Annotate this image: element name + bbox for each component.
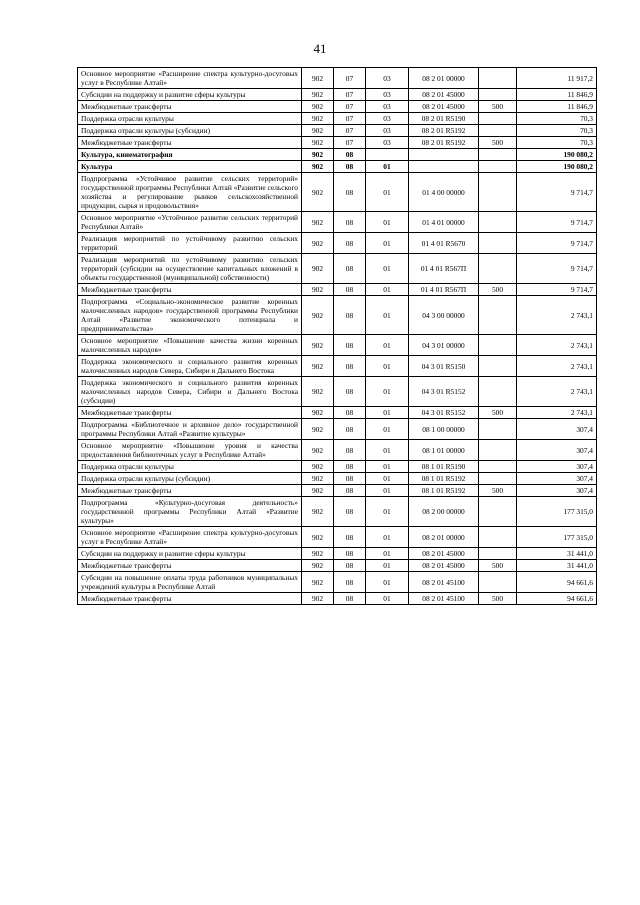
subsection-code-cell: 01 xyxy=(366,377,409,407)
subsection-code-cell: 03 xyxy=(366,89,409,101)
item-name-cell: Межбюджетные трансферты xyxy=(78,485,302,497)
subsection-code-cell: 01 xyxy=(366,527,409,548)
ministry-code-cell: 902 xyxy=(302,356,334,377)
amount-cell: 307,4 xyxy=(517,461,597,473)
target-article-cell: 08 2 01 45100 xyxy=(409,572,479,593)
table-row xyxy=(78,284,597,296)
target-article-cell: 04 3 01 R5152 xyxy=(409,377,479,407)
ministry-code-cell: 902 xyxy=(302,233,334,254)
amount-cell: 2 743,1 xyxy=(517,356,597,377)
ministry-code-cell: 902 xyxy=(302,461,334,473)
expense-type-cell: 500 xyxy=(479,485,517,497)
table-row xyxy=(78,572,597,593)
amount-cell: 9 714,7 xyxy=(517,173,597,212)
item-name-cell: Поддержка отрасли культуры xyxy=(78,461,302,473)
table-row xyxy=(78,212,597,233)
amount-cell: 31 441,0 xyxy=(517,548,597,560)
ministry-code-cell: 902 xyxy=(302,593,334,605)
target-article-cell: 08 2 01 45000 xyxy=(409,89,479,101)
ministry-code-cell: 902 xyxy=(302,212,334,233)
section-code-cell: 08 xyxy=(334,173,366,212)
table-row xyxy=(78,137,597,149)
ministry-code-cell: 902 xyxy=(302,296,334,335)
expense-type-cell xyxy=(479,572,517,593)
target-article-cell: 04 3 01 R5152 xyxy=(409,407,479,419)
item-name-cell: Реализация мероприятий по устойчивому развитию сельских территорий xyxy=(78,233,302,254)
section-code-cell: 07 xyxy=(334,125,366,137)
table-row xyxy=(78,161,597,173)
subsection-code-cell: 01 xyxy=(366,485,409,497)
item-name-cell: Основное мероприятие «Повышение уровня и качества предоставления библиотечных услуг в Республике Алтай» xyxy=(78,440,302,461)
subsection-code-cell: 01 xyxy=(366,233,409,254)
expense-type-cell: 500 xyxy=(479,407,517,419)
item-name-cell: Основное мероприятие «Расширение спектра культурно-досуговых услуг в Республике Алтай» xyxy=(78,68,302,89)
expense-type-cell: 500 xyxy=(479,284,517,296)
subsection-code-cell: 01 xyxy=(366,593,409,605)
page-number: 41 xyxy=(313,41,327,56)
table-body xyxy=(78,68,597,605)
item-name-cell: Реализация мероприятий по устойчивому развитию сельских территорий (субсидии на осуществление капитальных вложений в объекты государственной (муниципальной) собственности) xyxy=(78,254,302,284)
target-article-cell: 04 3 00 00000 xyxy=(409,296,479,335)
target-article-cell: 01 4 01 R5670 xyxy=(409,233,479,254)
item-name-cell: Межбюджетные трансферты xyxy=(78,560,302,572)
expense-type-cell xyxy=(479,173,517,212)
ministry-code-cell: 902 xyxy=(302,137,334,149)
ministry-code-cell: 902 xyxy=(302,101,334,113)
target-article-cell: 08 1 00 00000 xyxy=(409,419,479,440)
section-code-cell: 08 xyxy=(334,407,366,419)
table-row xyxy=(78,254,597,284)
amount-cell: 307,4 xyxy=(517,440,597,461)
expense-type-cell: 500 xyxy=(479,593,517,605)
ministry-code-cell: 902 xyxy=(302,548,334,560)
item-name-cell: Межбюджетные трансферты xyxy=(78,101,302,113)
section-code-cell: 07 xyxy=(334,68,366,89)
item-name-cell: Подпрограмма «Социально-экономическое развитие коренных малочисленных народов» государственной программы Республики Алтай «Развитие экономического потенциала и предпринимательства» xyxy=(78,296,302,335)
item-name-cell: Подпрограмма «Устойчивое развитие сельских территорий» государственной программы Республики Алтай «Развитие сельского хозяйства и регулирование рынков сельскохозяйственной продукции, сырья и продовольствия» xyxy=(78,173,302,212)
subsection-code-cell: 01 xyxy=(366,335,409,356)
item-name-cell: Культура xyxy=(78,161,302,173)
table-row xyxy=(78,473,597,485)
section-code-cell: 08 xyxy=(334,572,366,593)
section-code-cell: 08 xyxy=(334,161,366,173)
section-code-cell: 08 xyxy=(334,473,366,485)
subsection-code-cell: 01 xyxy=(366,461,409,473)
target-article-cell: 01 4 01 00000 xyxy=(409,212,479,233)
section-code-cell: 08 xyxy=(334,284,366,296)
section-code-cell: 08 xyxy=(334,212,366,233)
expense-type-cell xyxy=(479,296,517,335)
section-code-cell: 08 xyxy=(334,440,366,461)
amount-cell: 307,4 xyxy=(517,473,597,485)
table-row xyxy=(78,440,597,461)
item-name-cell: Межбюджетные трансферты xyxy=(78,137,302,149)
table-row xyxy=(78,560,597,572)
target-article-cell: 08 1 01 00000 xyxy=(409,440,479,461)
target-article-cell: 08 2 01 45000 xyxy=(409,548,479,560)
subsection-code-cell: 01 xyxy=(366,212,409,233)
section-code-cell: 08 xyxy=(334,560,366,572)
table-row xyxy=(78,173,597,212)
ministry-code-cell: 902 xyxy=(302,89,334,101)
target-article-cell: 08 2 01 R5192 xyxy=(409,137,479,149)
table-row xyxy=(78,497,597,527)
target-article-cell: 08 2 00 00000 xyxy=(409,497,479,527)
subsection-code-cell: 01 xyxy=(366,440,409,461)
item-name-cell: Межбюджетные трансферты xyxy=(78,284,302,296)
subsection-code-cell: 01 xyxy=(366,407,409,419)
item-name-cell: Субсидии на поддержку и развитие сферы культуры xyxy=(78,89,302,101)
ministry-code-cell: 902 xyxy=(302,173,334,212)
target-article-cell: 08 2 01 45100 xyxy=(409,593,479,605)
section-code-cell: 07 xyxy=(334,89,366,101)
item-name-cell: Межбюджетные трансферты xyxy=(78,407,302,419)
subsection-code-cell: 01 xyxy=(366,572,409,593)
table-row xyxy=(78,593,597,605)
amount-cell: 70,3 xyxy=(517,113,597,125)
item-name-cell: Субсидии на повышение оплаты труда работников муниципальных учреждений культуры в Республике Алтай xyxy=(78,572,302,593)
table-row xyxy=(78,149,597,161)
section-code-cell: 08 xyxy=(334,461,366,473)
subsection-code-cell: 01 xyxy=(366,497,409,527)
table-row xyxy=(78,485,597,497)
section-code-cell: 08 xyxy=(334,296,366,335)
table-row xyxy=(78,407,597,419)
ministry-code-cell: 902 xyxy=(302,125,334,137)
section-code-cell: 08 xyxy=(334,485,366,497)
amount-cell: 2 743,1 xyxy=(517,335,597,356)
expense-type-cell xyxy=(479,377,517,407)
ministry-code-cell: 902 xyxy=(302,560,334,572)
target-article-cell: 04 3 01 R5150 xyxy=(409,356,479,377)
expense-type-cell xyxy=(479,113,517,125)
expense-type-cell: 500 xyxy=(479,137,517,149)
table-row xyxy=(78,296,597,335)
item-name-cell: Подпрограмма «Библиотечное и архивное дело» государственной программы Республики Алтай «Развитие культуры» xyxy=(78,419,302,440)
item-name-cell: Поддержка экономического и социального развития коренных малочисленных народов Севера, Сибири и Дальнего Востока xyxy=(78,356,302,377)
subsection-code-cell: 03 xyxy=(366,125,409,137)
table-row xyxy=(78,356,597,377)
table-row xyxy=(78,527,597,548)
ministry-code-cell: 902 xyxy=(302,68,334,89)
section-code-cell: 08 xyxy=(334,149,366,161)
expense-type-cell xyxy=(479,473,517,485)
expense-type-cell xyxy=(479,548,517,560)
expense-type-cell xyxy=(479,356,517,377)
section-code-cell: 08 xyxy=(334,548,366,560)
expense-type-cell xyxy=(479,461,517,473)
expense-type-cell xyxy=(479,497,517,527)
subsection-code-cell: 01 xyxy=(366,296,409,335)
section-code-cell: 08 xyxy=(334,356,366,377)
target-article-cell: 01 4 01 R567П xyxy=(409,284,479,296)
subsection-code-cell: 01 xyxy=(366,173,409,212)
amount-cell: 9 714,7 xyxy=(517,233,597,254)
ministry-code-cell: 902 xyxy=(302,440,334,461)
ministry-code-cell: 902 xyxy=(302,161,334,173)
target-article-cell: 08 1 01 R5190 xyxy=(409,461,479,473)
amount-cell: 307,4 xyxy=(517,485,597,497)
table-row xyxy=(78,125,597,137)
ministry-code-cell: 902 xyxy=(302,527,334,548)
subsection-code-cell: 01 xyxy=(366,473,409,485)
expense-type-cell xyxy=(479,212,517,233)
amount-cell: 9 714,7 xyxy=(517,212,597,233)
table-row xyxy=(78,377,597,407)
ministry-code-cell: 902 xyxy=(302,572,334,593)
amount-cell: 2 743,1 xyxy=(517,407,597,419)
expense-type-cell xyxy=(479,419,517,440)
amount-cell: 11 846,9 xyxy=(517,101,597,113)
ministry-code-cell: 902 xyxy=(302,419,334,440)
expense-type-cell xyxy=(479,527,517,548)
amount-cell: 9 714,7 xyxy=(517,254,597,284)
subsection-code-cell: 01 xyxy=(366,356,409,377)
item-name-cell: Межбюджетные трансферты xyxy=(78,593,302,605)
ministry-code-cell: 902 xyxy=(302,377,334,407)
section-code-cell: 08 xyxy=(334,497,366,527)
ministry-code-cell: 902 xyxy=(302,149,334,161)
subsection-code-cell: 03 xyxy=(366,68,409,89)
subsection-code-cell: 01 xyxy=(366,560,409,572)
ministry-code-cell: 902 xyxy=(302,113,334,125)
subsection-code-cell: 03 xyxy=(366,101,409,113)
ministry-code-cell: 902 xyxy=(302,335,334,356)
subsection-code-cell: 01 xyxy=(366,548,409,560)
target-article-cell: 08 1 01 R5192 xyxy=(409,485,479,497)
amount-cell: 70,3 xyxy=(517,125,597,137)
expense-type-cell xyxy=(479,68,517,89)
ministry-code-cell: 902 xyxy=(302,407,334,419)
target-article-cell: 01 4 00 00000 xyxy=(409,173,479,212)
amount-cell: 94 661,6 xyxy=(517,572,597,593)
section-code-cell: 08 xyxy=(334,419,366,440)
target-article-cell: 08 1 01 R5192 xyxy=(409,473,479,485)
table-row xyxy=(78,419,597,440)
table-row xyxy=(78,233,597,254)
amount-cell: 11 917,2 xyxy=(517,68,597,89)
target-article-cell: 04 3 01 00000 xyxy=(409,335,479,356)
subsection-code-cell: 01 xyxy=(366,161,409,173)
item-name-cell: Основное мероприятие «Устойчивое развитие сельских территорий Республики Алтай» xyxy=(78,212,302,233)
ministry-code-cell: 902 xyxy=(302,497,334,527)
budget-table xyxy=(77,67,597,605)
expense-type-cell xyxy=(479,233,517,254)
table-row xyxy=(78,113,597,125)
section-code-cell: 08 xyxy=(334,254,366,284)
expense-type-cell xyxy=(479,440,517,461)
section-code-cell: 08 xyxy=(334,233,366,254)
subsection-code-cell: 01 xyxy=(366,284,409,296)
amount-cell: 307,4 xyxy=(517,419,597,440)
subsection-code-cell: 03 xyxy=(366,113,409,125)
expense-type-cell: 500 xyxy=(479,560,517,572)
section-code-cell: 08 xyxy=(334,335,366,356)
amount-cell: 177 315,0 xyxy=(517,527,597,548)
table-row xyxy=(78,101,597,113)
amount-cell: 9 714,7 xyxy=(517,284,597,296)
amount-cell: 2 743,1 xyxy=(517,377,597,407)
item-name-cell: Культура, кинематография xyxy=(78,149,302,161)
section-code-cell: 08 xyxy=(334,377,366,407)
ministry-code-cell: 902 xyxy=(302,254,334,284)
ministry-code-cell: 902 xyxy=(302,485,334,497)
target-article-cell xyxy=(409,149,479,161)
expense-type-cell: 500 xyxy=(479,101,517,113)
amount-cell: 190 080,2 xyxy=(517,149,597,161)
target-article-cell: 08 2 01 45000 xyxy=(409,101,479,113)
target-article-cell: 08 2 01 45000 xyxy=(409,560,479,572)
expense-type-cell xyxy=(479,149,517,161)
section-code-cell: 07 xyxy=(334,137,366,149)
expense-type-cell xyxy=(479,89,517,101)
item-name-cell: Поддержка отрасли культуры (субсидии) xyxy=(78,125,302,137)
item-name-cell: Подпрограмма «Культурно-досуговая деятельность» государственной программы Республики Алтай «Развитие культуры» xyxy=(78,497,302,527)
item-name-cell: Основное мероприятие «Расширение спектра культурно-досуговых услуг в Республике Алтай» xyxy=(78,527,302,548)
expense-type-cell xyxy=(479,254,517,284)
target-article-cell: 08 2 01 R5192 xyxy=(409,125,479,137)
table-row xyxy=(78,335,597,356)
table-row xyxy=(78,89,597,101)
target-article-cell: 08 2 01 00000 xyxy=(409,527,479,548)
ministry-code-cell: 902 xyxy=(302,473,334,485)
section-code-cell: 07 xyxy=(334,101,366,113)
item-name-cell: Поддержка отрасли культуры xyxy=(78,113,302,125)
ministry-code-cell: 902 xyxy=(302,284,334,296)
amount-cell: 177 315,0 xyxy=(517,497,597,527)
amount-cell: 2 743,1 xyxy=(517,296,597,335)
table-row xyxy=(78,461,597,473)
amount-cell: 70,3 xyxy=(517,137,597,149)
expense-type-cell xyxy=(479,161,517,173)
expense-type-cell xyxy=(479,125,517,137)
target-article-cell: 08 2 01 00000 xyxy=(409,68,479,89)
target-article-cell: 01 4 01 R567П xyxy=(409,254,479,284)
table-row xyxy=(78,548,597,560)
subsection-code-cell: 01 xyxy=(366,254,409,284)
section-code-cell: 07 xyxy=(334,113,366,125)
amount-cell: 11 846,9 xyxy=(517,89,597,101)
expense-type-cell xyxy=(479,335,517,356)
item-name-cell: Поддержка отрасли культуры (субсидии) xyxy=(78,473,302,485)
subsection-code-cell: 01 xyxy=(366,419,409,440)
subsection-code-cell: 03 xyxy=(366,137,409,149)
item-name-cell: Субсидии на поддержку и развитие сферы культуры xyxy=(78,548,302,560)
target-article-cell xyxy=(409,161,479,173)
table-row xyxy=(78,68,597,89)
amount-cell: 31 441,0 xyxy=(517,560,597,572)
item-name-cell: Основное мероприятие «Повышение качества жизни коренных малочисленных народов» xyxy=(78,335,302,356)
target-article-cell: 08 2 01 R5190 xyxy=(409,113,479,125)
section-code-cell: 08 xyxy=(334,593,366,605)
subsection-code-cell xyxy=(366,149,409,161)
item-name-cell: Поддержка экономического и социального развития коренных малочисленных народов Севера, Сибири и Дальнего Востока (субсидии) xyxy=(78,377,302,407)
amount-cell: 190 080,2 xyxy=(517,161,597,173)
amount-cell: 94 661,6 xyxy=(517,593,597,605)
section-code-cell: 08 xyxy=(334,527,366,548)
